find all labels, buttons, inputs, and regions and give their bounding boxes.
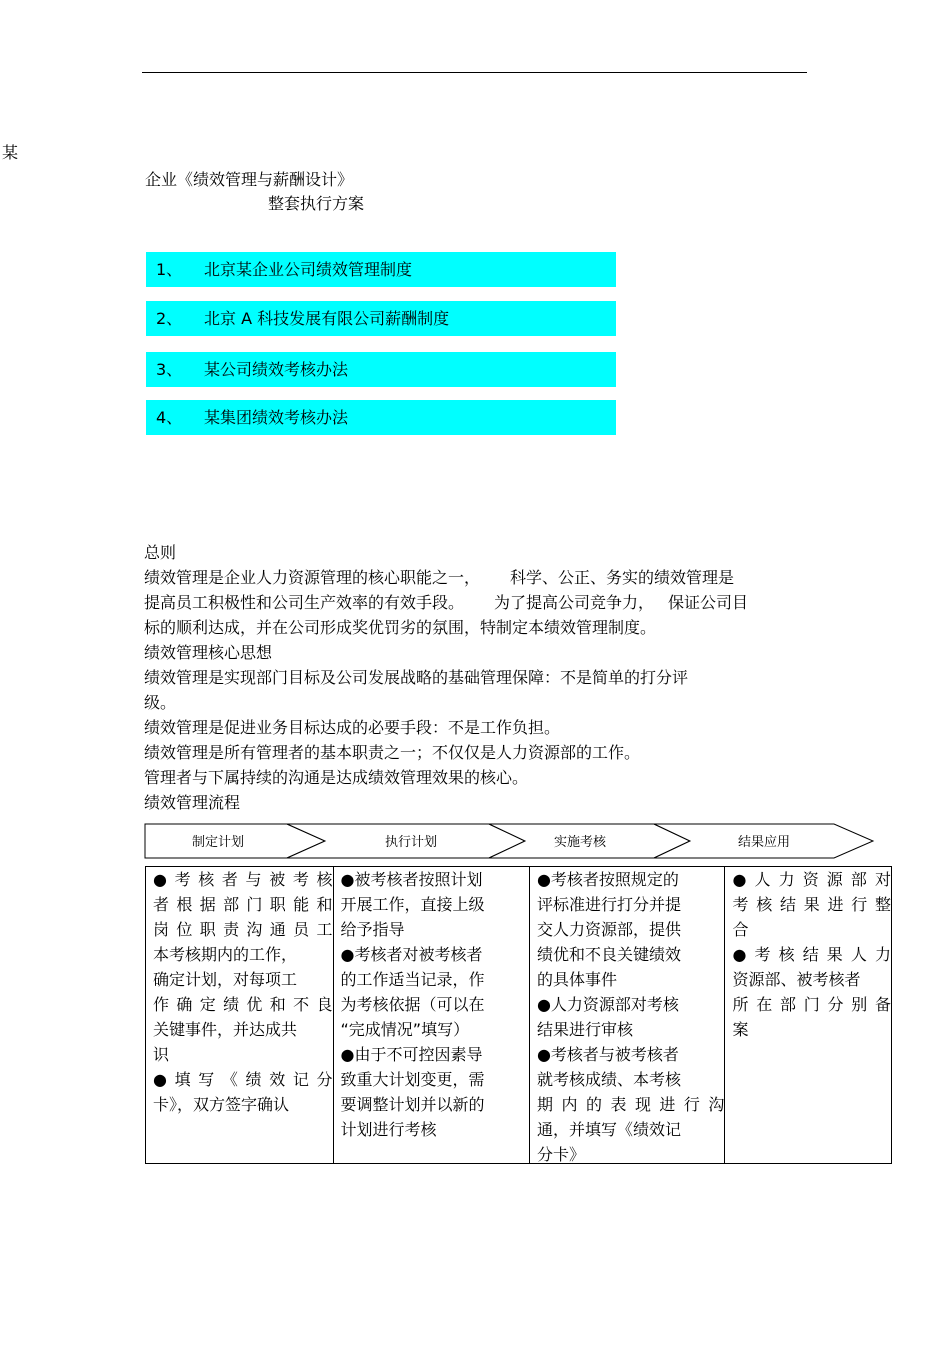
text-span: 提高员工积极性和公司生产效率的有效手段。	[144, 593, 465, 612]
flow-line: 给予指导	[340, 920, 405, 939]
flow-line: 确定计划，对每项工	[153, 970, 298, 989]
flow-line: 所在部门分别备	[732, 995, 891, 1014]
flow-stage-label: 结果应用	[737, 835, 791, 850]
text-span: 为了提高公司竞争力，	[494, 593, 655, 612]
flow-line: 结果进行审核	[536, 1020, 633, 1039]
flow-line: ●考核结果人力	[732, 945, 891, 964]
flow-line: ●考核者与被考核	[153, 870, 333, 889]
toc-item-label: 某集团绩效考核办法	[204, 408, 349, 427]
flow-column-execute	[334, 867, 530, 1163]
toc-item-label: 北京 A 科技发展有限公司薪酬制度	[204, 309, 450, 328]
flow-line: 本考核期内的工作，	[153, 945, 298, 964]
toc-item-label: 某公司绩效考核办法	[204, 360, 349, 379]
flow-line: 要调整计划并以新的	[340, 1095, 485, 1114]
document-title: 企业《绩效管理与薪酬设计》	[145, 170, 354, 189]
section-heading-flow: 绩效管理流程	[144, 793, 241, 812]
flow-column-apply	[725, 867, 891, 1163]
flow-line: 的具体事件	[536, 970, 617, 989]
flow-line: 者根据部门职能和	[153, 895, 333, 914]
flow-line: 为考核依据（可以在	[340, 995, 485, 1014]
paragraph-line: 绩效管理是促进业务目标达成的必要手段：不是工作负担。	[144, 718, 561, 737]
document-subtitle: 整套执行方案	[268, 194, 365, 213]
flow-stage-label: 执行计划	[384, 835, 438, 850]
section-heading-general: 总则	[144, 543, 177, 562]
flow-line: 资源部、被考核者	[732, 970, 861, 989]
toc-item-number: 2、	[156, 309, 183, 328]
text-span: 科学、公正、务实的绩效管理是	[510, 568, 735, 587]
flow-line: 关键事件，并达成共	[153, 1020, 298, 1039]
flow-line: ●考核者与被考核者	[536, 1045, 679, 1064]
flow-line: 识	[153, 1045, 170, 1064]
text-span: 保证公司目	[668, 593, 749, 612]
flow-line: 就考核成绩、本考核	[536, 1070, 681, 1089]
flow-line: 的工作适当记录，作	[340, 970, 485, 989]
flow-line: 期内的表现进行沟	[536, 1095, 725, 1114]
toc-item-number: 3、	[156, 360, 183, 379]
section-heading-core: 绩效管理核心思想	[144, 643, 273, 662]
paragraph-line: 标的顺利达成，并在公司形成奖优罚劣的氛围，特制定本绩效管理制度。	[144, 618, 657, 637]
flow-line: 考核结果进行整	[732, 895, 891, 914]
flow-stage-label: 实施考核	[553, 835, 607, 850]
flow-line: 致重大计划变更，需	[340, 1070, 485, 1089]
paragraph-line: 管理者与下属持续的沟通是达成绩效管理效果的核心。	[144, 768, 529, 787]
flow-stage-label: 制定计划	[191, 835, 245, 850]
flow-column-assess	[530, 867, 725, 1163]
toc-item-number: 4、	[156, 408, 183, 427]
flow-line: ●由于不可控因素导	[340, 1045, 483, 1064]
flow-line: 开展工作，直接上级	[340, 895, 485, 914]
paragraph-line: 绩效管理是所有管理者的基本职责之一；不仅仅是人力资源部的工作。	[144, 743, 641, 762]
flow-line: 岗位职责沟通员工	[153, 920, 333, 939]
flow-line: 绩优和不良关键绩效	[536, 945, 681, 964]
flow-line: “完成情况”填写）	[340, 1020, 470, 1039]
text-span: 绩效管理是企业人力资源管理的核心职能之一，	[144, 568, 481, 587]
flow-line: 计划进行考核	[340, 1120, 437, 1139]
toc-item-label: 北京某企业公司绩效管理制度	[204, 260, 413, 279]
flow-line: ●人力资源部对考核	[536, 995, 679, 1014]
flow-line: ●人力资源部对	[732, 870, 891, 889]
flow-line: ●填写《绩效记分	[153, 1070, 333, 1089]
flow-line: 通，并填写《绩效记	[536, 1120, 681, 1139]
flow-line: 卡》，双方签字确认	[153, 1095, 290, 1114]
flow-line: 交人力资源部，提供	[536, 920, 681, 939]
flow-table	[145, 866, 892, 1164]
toc-item-number: 1、	[156, 260, 183, 279]
paragraph-line: 绩效管理是实现部门目标及公司发展战略的基础管理保障：不是简单的打分评	[144, 668, 689, 687]
flow-line: 评标准进行打分并提	[536, 895, 681, 914]
flow-line: ●被考核者按照计划	[340, 870, 483, 889]
flow-line: 作确定绩优和不良	[153, 995, 333, 1014]
flow-column-plan	[146, 867, 334, 1163]
flow-line: 分卡》	[536, 1145, 585, 1164]
flow-line: 案	[732, 1020, 749, 1039]
flow-line: 合	[732, 920, 749, 939]
flow-line: ●考核者对被考核者	[340, 945, 483, 964]
flow-line: ●考核者按照规定的	[536, 870, 679, 889]
side-char: 某	[2, 143, 19, 162]
paragraph-line: 级。	[144, 693, 177, 712]
